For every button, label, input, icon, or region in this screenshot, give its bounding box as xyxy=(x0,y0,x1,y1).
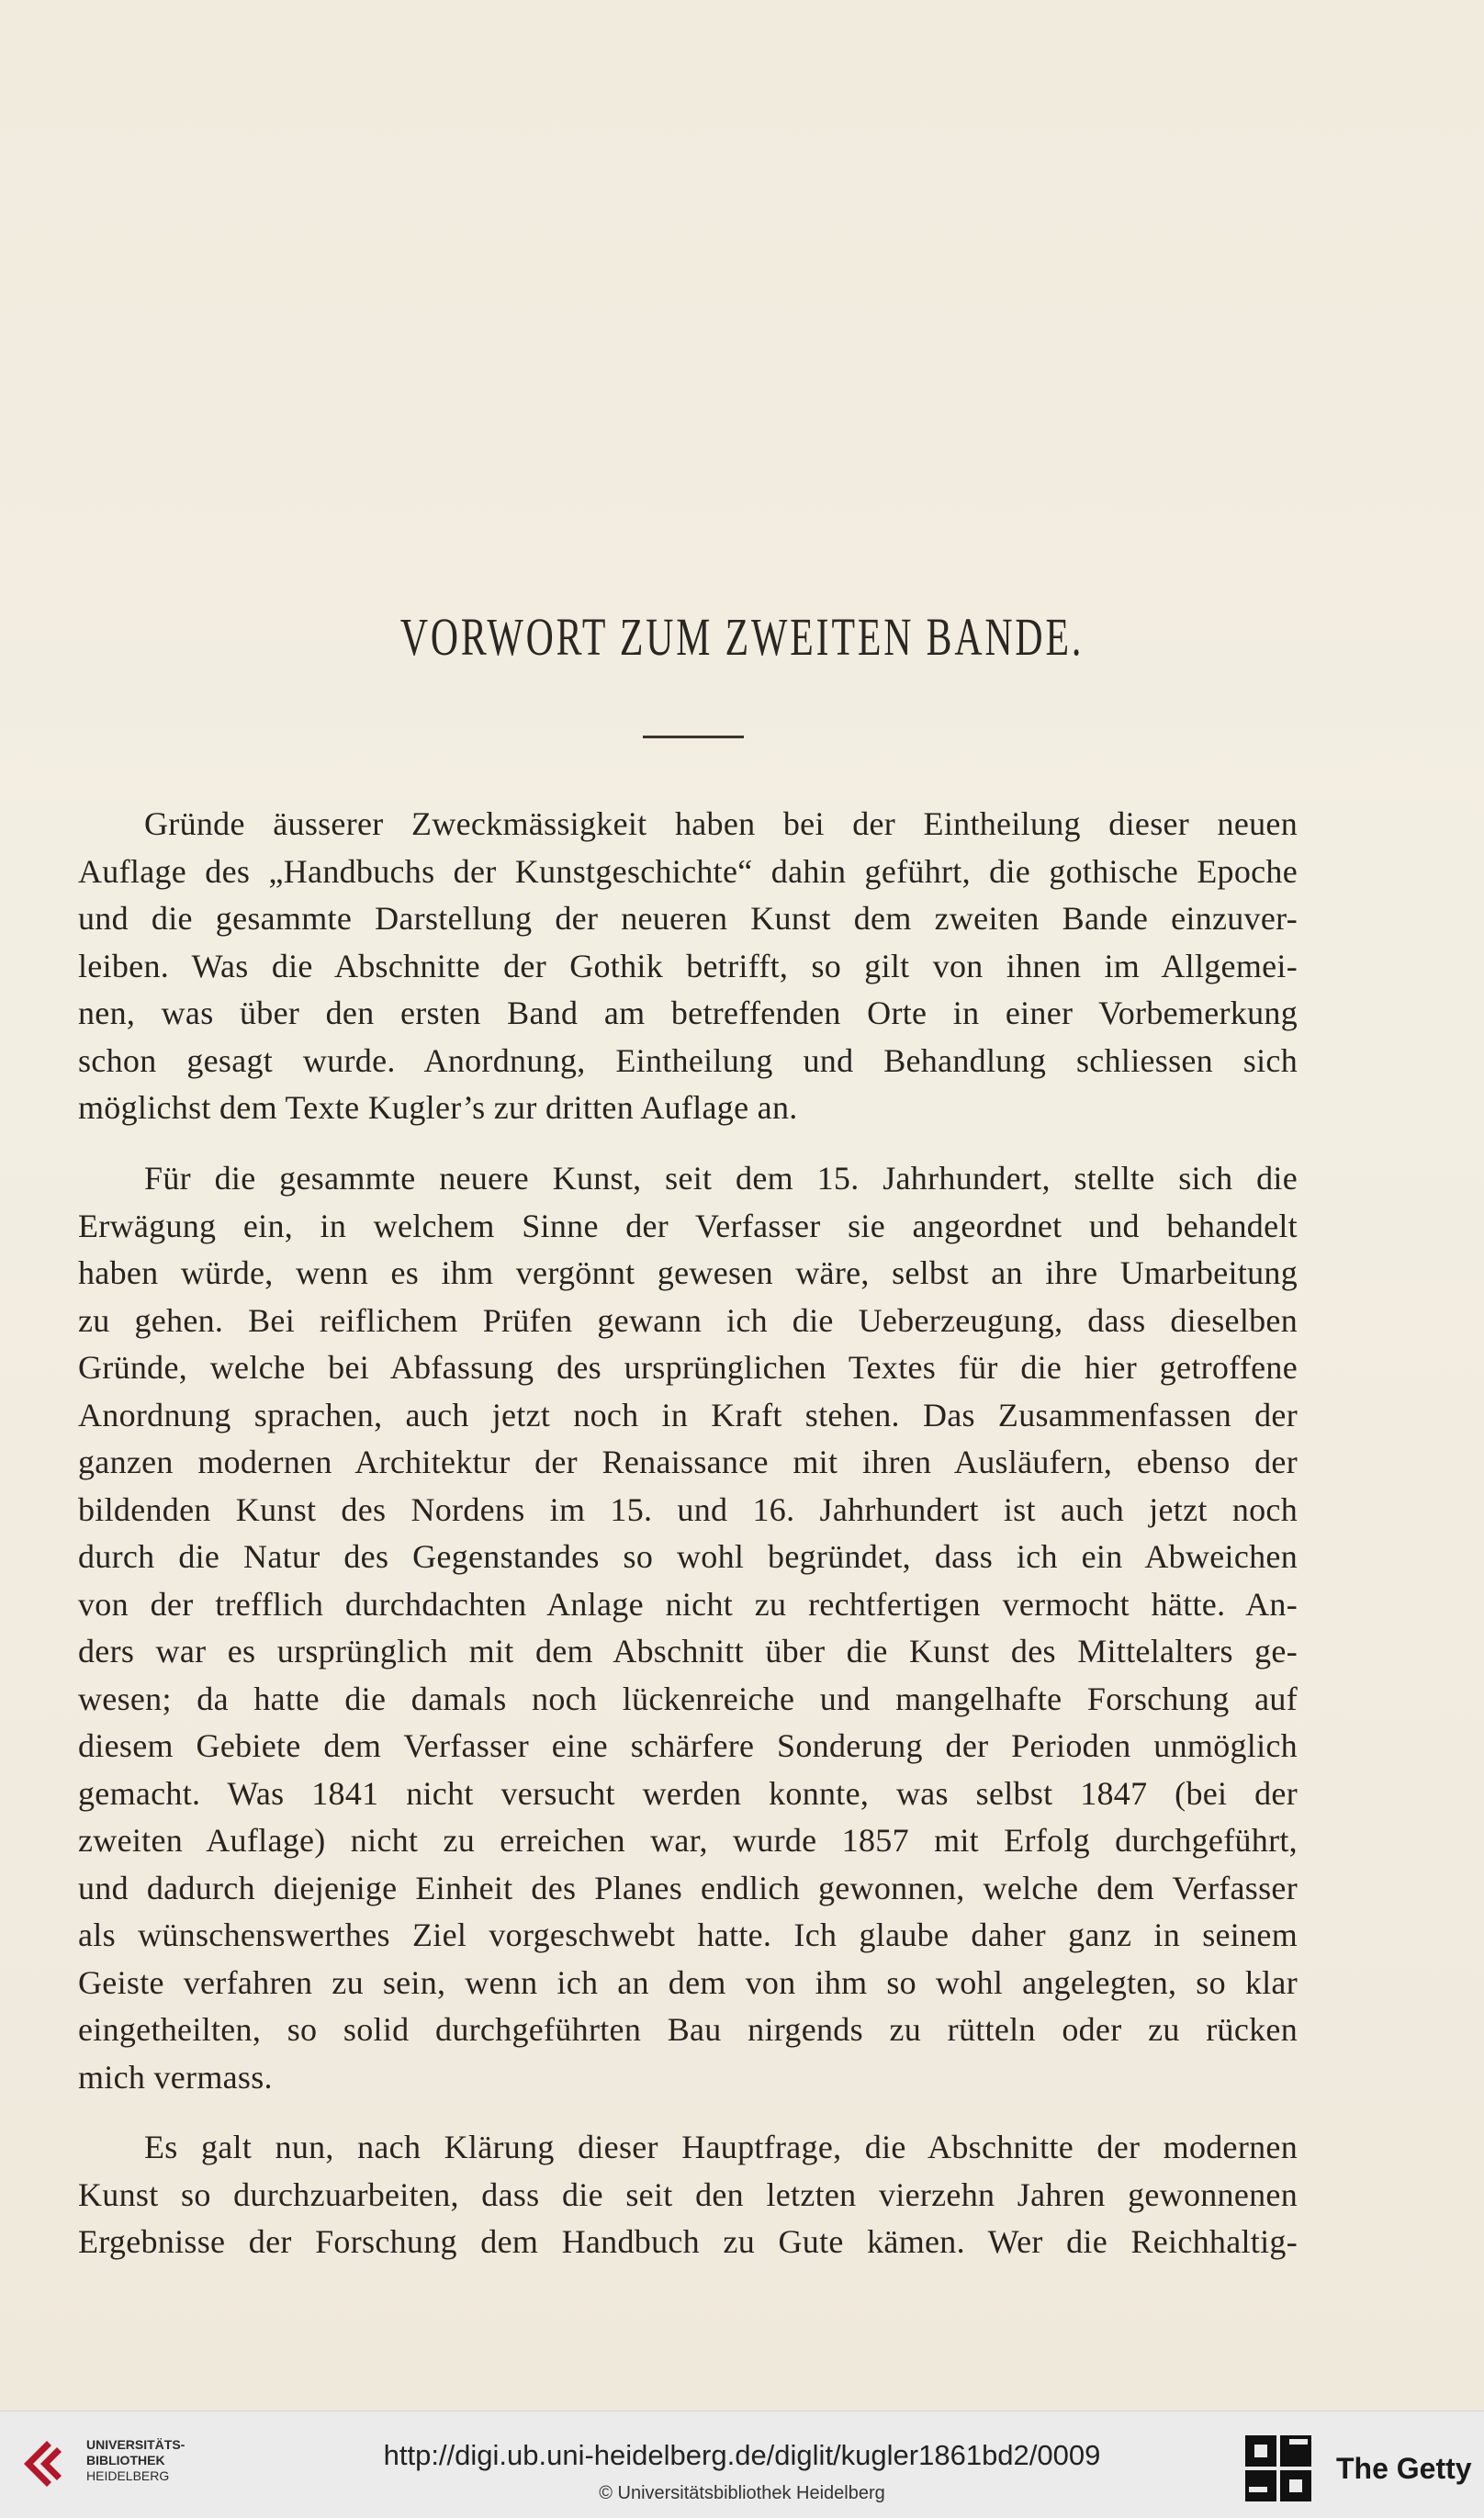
title-rule xyxy=(643,736,744,738)
text-line: Auflage des „Handbuchs der Kunstgeschichte“ dahin geführt, die gothische Epoche xyxy=(78,852,1298,890)
text-line: ders war es ursprünglich mit dem Abschnitt über die Kunst des Mittelalters ge- xyxy=(78,1633,1298,1669)
text-line: und die gesammte Darstellung der neueren Kunst dem zweiten Bande einzuver- xyxy=(78,900,1298,937)
page-title: VORWORT ZUM ZWEITEN BANDE. xyxy=(399,607,1085,667)
text-line: und dadurch diejenige Einheit des Planes endlich gewonnen, welche dem Verfasser xyxy=(78,1869,1298,1906)
paragraph-1 xyxy=(78,801,1298,1132)
text-line: durch die Natur des Gegenstandes so wohl begründet, dass ich ein Abweichen xyxy=(78,1538,1298,1575)
page-url-link[interactable]: http://digi.ub.uni-heidelberg.de/diglit/kugler1861bd2/0009 xyxy=(383,2439,1101,2471)
text-line: möglichst dem Texte Kugler’s zur dritten Auflage an. xyxy=(78,1089,798,1126)
text-line: schon gesagt wurde. Anordnung, Eintheilung und Behandlung schliessen sich xyxy=(78,1041,1298,1079)
text-line: ganzen modernen Architektur der Renaissance mit ihren Ausläufern, ebenso der xyxy=(78,1444,1298,1480)
text-line: Gründe äusserer Zweckmässigkeit haben bei der Eintheilung dieser neuen xyxy=(144,805,1298,842)
text-line: zu gehen. Bei reiflichem Prüfen gewann ich die Ueberzeugung, dass dieselben xyxy=(78,1301,1298,1339)
text-line: haben würde, wenn es ihm vergönnt gewesen wäre, selbst an ihre Umarbeitung xyxy=(78,1254,1298,1291)
copyright-notice: © Universitätsbibliothek Heidelberg xyxy=(599,2483,885,2503)
text-line: Anordnung sprachen, auch jetzt noch in Kraft stehen. Das Zusammenfassen der xyxy=(78,1396,1298,1433)
text-line: nen, was über den ersten Band am betreffenden Orte in einer Vorbemerkung xyxy=(78,995,1298,1031)
text-line: von der trefflich durchdachten Anlage nicht zu rechtfertigen vermocht hätte. An- xyxy=(78,1585,1298,1623)
getty-partner-label: The Getty xyxy=(1336,2452,1472,2485)
paragraph-2 xyxy=(78,1155,1298,2101)
text-line: mich vermass. xyxy=(78,2058,273,2096)
text-line: Es galt nun, nach Klärung dieser Hauptfrage, die Abschnitte der modernen xyxy=(144,2129,1298,2165)
text-line: bildenden Kunst des Nordens im 15. und 16. Jahrhundert ist auch jetzt noch xyxy=(78,1490,1298,1528)
getty-logo-icon xyxy=(1242,2432,1315,2505)
footer-bar xyxy=(0,2411,1484,2518)
text-line: Für die gesammte neuere Kunst, seit dem 15. Jahrhundert, stellte sich die xyxy=(144,1160,1298,1197)
text-line: gemacht. Was 1841 nicht versucht werden konnte, was selbst 1847 (bei der xyxy=(78,1774,1298,1812)
text-line: Ergebnisse der Forschung dem Handbuch zu Gute kämen. Wer die Reichhaltig- xyxy=(78,2223,1298,2260)
text-line: wesen; da hatte die damals noch lückenreiche und mangelhafte Forschung auf xyxy=(78,1680,1298,1717)
text-line: Erwägung ein, in welchem Sinne der Verfasser sie angeordnet und behandelt xyxy=(78,1207,1298,1244)
text-line: Geiste verfahren zu sein, wenn ich an dem von ihm so wohl angelegten, so klar xyxy=(78,1963,1298,2001)
library-name: UNIVERSITÄTS- BIBLIOTHEK HEIDELBERG xyxy=(86,2437,186,2483)
text-line: diesem Gebiete dem Verfasser eine schärfere Sonderung der Perioden unmöglich xyxy=(78,1727,1298,1764)
paragraph-3 xyxy=(78,2124,1298,2266)
text-line: Gründe, welche bei Abfassung des ursprünglichen Textes für die hier getroffene xyxy=(78,1349,1298,1386)
text-line: als wünschenswerthes Ziel vorgeschwebt hatte. Ich glaube daher ganz in seinem xyxy=(78,1917,1298,1953)
text-line: leiben. Was die Abschnitte der Gothik betrifft, so gilt von ihnen im Allgemei- xyxy=(78,947,1298,984)
text-line: eingetheilten, so solid durchgeführten Bau nirgends zu rütteln oder zu rücken xyxy=(78,2011,1298,2048)
text-line: Kunst so durchzuarbeiten, dass die seit den letzten vierzehn Jahren gewonnenen xyxy=(78,2175,1298,2213)
text-line: zweiten Auflage) nicht zu erreichen war, wurde 1857 mit Erfolg durchgeführt, xyxy=(78,1822,1298,1859)
